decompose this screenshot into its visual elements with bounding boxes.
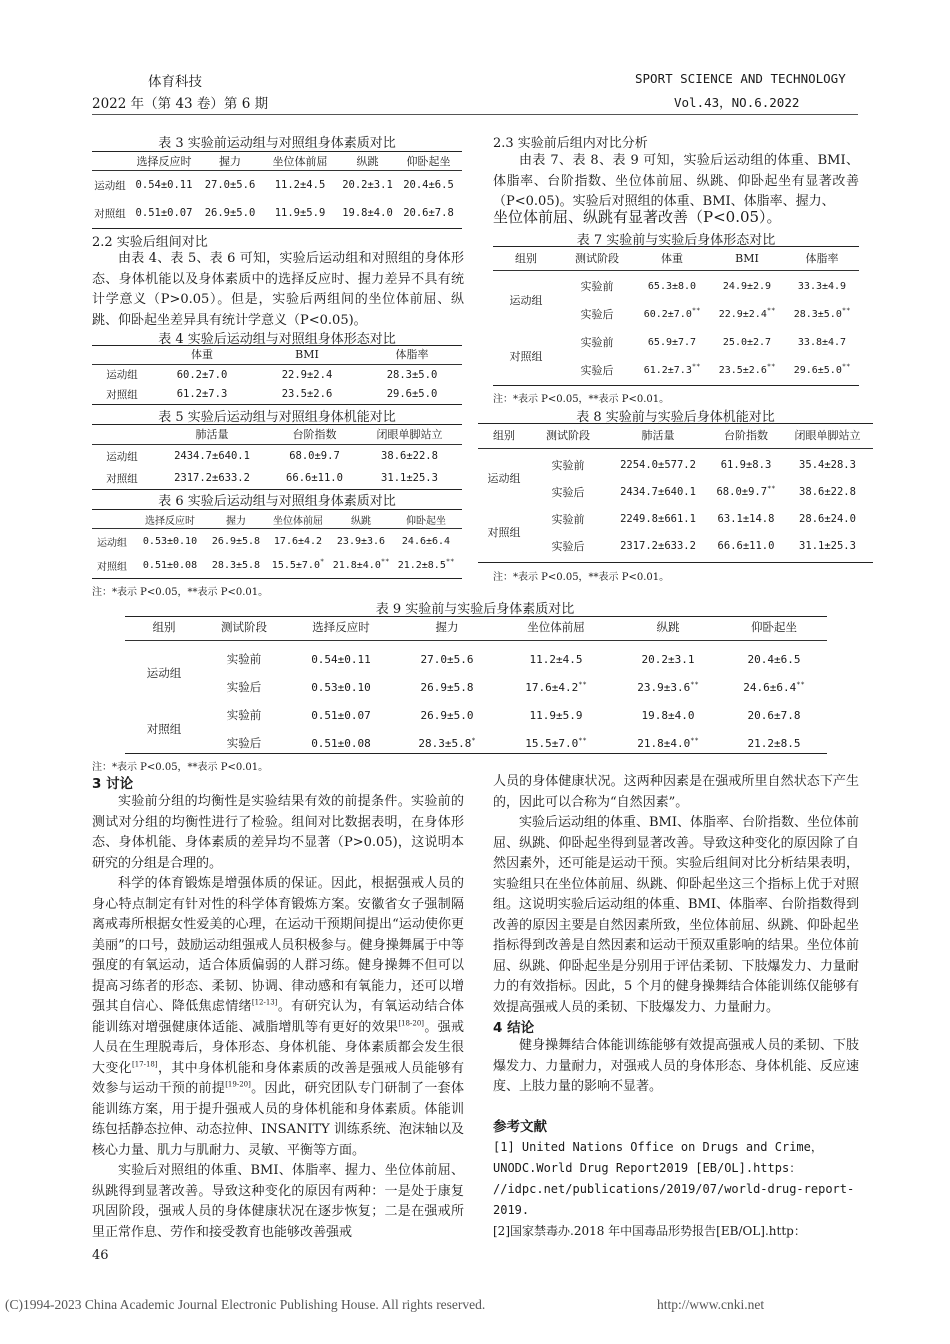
significance-mark: **	[767, 484, 776, 492]
table-cell: 19.8±4.0	[342, 207, 393, 219]
discussion-heading: 3 讨论	[92, 776, 134, 792]
paragraph: 实验前分组的均衡性是实验结果有效的前提条件。实验前的测试对分组的均衡性进行了检验。组间对比数据表明，在身体形态、身体机能、身体素质的差异均不显著（P>0.05)，这说明本研究的分组是合理的。	[92, 794, 464, 871]
table-cell	[264, 553, 332, 577]
table-row	[92, 553, 462, 577]
table5-body	[92, 445, 462, 489]
text-run: 科学的体育锻炼是增强体质的保证。因此，根据强戒人员的身心特点制定有针对性的科学体育锻炼方案。安徽省女子强制隔离戒毒所根据女性爱美的心理，在运动干预期间提出“运动使你更美丽”的口号，鼓励运动组强戒人员积极参与。健身操舞属于中等强度的有氧运动，适合体质偏弱的人群习练。健身操舞不但可以提高习练者的形态、柔韧、协调、律动感和有氧能力，还可以增强其自信心、降低焦虑情绪	[92, 876, 464, 1014]
table8-header-row	[478, 424, 873, 446]
table-cell: 17.6±4.2	[273, 535, 323, 547]
table7-col: BMI	[735, 251, 759, 265]
stage-label: 实验前	[226, 652, 262, 666]
cell-value: 15.5±7.0	[271, 559, 320, 571]
conclusion-body	[493, 1036, 859, 1098]
table-cell: 26.9±5.8	[420, 680, 474, 694]
table-cell: 11.9±5.9	[274, 207, 326, 219]
table8-caption: 表 8 实验前与实验后身体机能对比	[576, 410, 775, 425]
stage-label: 实验前	[580, 336, 614, 349]
table-cell: 0.51±0.08	[142, 559, 198, 571]
significance-mark: **	[445, 557, 455, 566]
stage-label: 实验前	[580, 280, 614, 293]
group-label: 运动组	[487, 472, 521, 485]
stage-label: 实验后	[580, 364, 614, 377]
table8-bottom-rule	[478, 562, 873, 563]
table-cell: 26.9±5.8	[211, 535, 261, 547]
table3-header-row	[92, 152, 462, 170]
table3-col: 纵跳	[356, 155, 379, 168]
table5-col: 闭眼单脚站立	[376, 428, 443, 441]
cell-value: 17.6±4.2	[525, 680, 579, 694]
table7	[493, 247, 859, 269]
table-cell: 24.9±2.9	[722, 280, 772, 292]
table5	[92, 424, 462, 444]
table8-col: 测试阶段	[546, 429, 590, 442]
table9-col: 组别	[152, 620, 176, 634]
table-cell: 2317.2±633.2	[174, 472, 250, 484]
table-cell	[615, 673, 721, 701]
significance-mark: *	[319, 557, 325, 566]
table-cell: 2317.2±633.2	[620, 539, 696, 552]
table-row	[478, 451, 873, 478]
stage-label: 实验后	[226, 736, 262, 750]
cell-value: 28.3±5.0	[793, 308, 842, 320]
table-cell: 0.54±0.11	[135, 179, 193, 191]
table6-col: 握力	[226, 515, 246, 527]
table-cell: 0.53±0.10	[142, 535, 198, 547]
table-cell	[635, 356, 709, 384]
table-cell	[497, 673, 615, 701]
group-label: 对照组	[146, 722, 182, 736]
table5-caption: 表 5 实验后运动组与对照组身体机能对比	[158, 410, 396, 425]
table9-bottom-rule	[125, 753, 827, 754]
significance-mark: **	[690, 735, 699, 744]
paragraph: 健身操舞结合体能训练能够有效提高强戒人员的柔韧、下肢爆发力、力量耐力，对强戒人员的身体形态、身体机能、反应速度、上肢力量的影响不显著。	[493, 1038, 859, 1094]
significance-mark: *	[471, 735, 476, 744]
table7-header-row	[493, 247, 859, 269]
table-cell: 68.0±9.7	[289, 450, 340, 462]
cell-value: 21.8±4.0	[637, 736, 691, 750]
section-2-2-body	[92, 249, 464, 331]
table-cell: 26.9±5.0	[204, 207, 256, 219]
table-cell: 25.0±2.7	[722, 336, 772, 348]
table-cell	[635, 300, 709, 328]
table7-note: 注：*表示 P<0.05，**表示 P<0.01。	[493, 394, 670, 405]
table6	[92, 510, 462, 528]
table-row	[493, 272, 859, 300]
group-label: 对照组	[509, 350, 543, 363]
table-cell: 31.1±25.3	[381, 472, 438, 484]
discussion-body-continued	[493, 772, 859, 1018]
table6-col: 仰卧起坐	[406, 515, 446, 527]
header-rule	[92, 114, 858, 115]
paragraph: 由表 4、表 5、表 6 可知，实验后运动组和对照组的身体形态、身体机能以及身体素质中的选择反应时、握力差异不具有统计学意义（P>0.05）。但是，实验后两组间的坐位体前屈、纵跳、仰卧起坐差异具有统计学意义（P<0.05)。	[92, 251, 464, 328]
table-cell: 35.4±28.3	[799, 458, 856, 471]
table-cell: 61.2±7.3	[176, 388, 228, 400]
table3-col: 选择反应时	[136, 155, 192, 168]
table-cell	[709, 300, 785, 328]
paragraph: 人员的身体健康状况。这两种因素是在强戒所里自然状态下产生的，因此可以合称为“自然因素”。	[493, 774, 859, 810]
cell-value: 60.2±7.0	[643, 308, 692, 320]
citation: [12-13]	[251, 998, 278, 1007]
table-cell: 27.0±5.6	[420, 652, 474, 666]
cell-value: 23.5±2.6	[718, 364, 767, 376]
text-run: ，其中身体机能和身体素质的改善是强戒人员能够有效参与运动干预的前提	[92, 1060, 464, 1096]
table4-body	[92, 365, 462, 404]
table4-bottom-rule	[92, 404, 462, 405]
significance-mark: **	[796, 679, 805, 688]
table-row	[92, 529, 462, 553]
row-label: 对照组	[94, 207, 126, 220]
significance-mark: **	[380, 557, 390, 566]
table8-col: 台阶指数	[724, 429, 768, 442]
table-row	[92, 199, 462, 227]
table-cell	[390, 553, 462, 577]
significance-mark: **	[841, 362, 851, 371]
table7-col: 体脂率	[805, 252, 839, 265]
cell-value: 22.9±2.4	[718, 308, 767, 320]
table-cell: 61.9±8.3	[720, 458, 772, 471]
table3-bottom-rule	[92, 228, 462, 229]
cell-value: 15.5±7.0	[525, 736, 579, 750]
table-cell: 24.6±6.4	[401, 535, 451, 547]
table-cell: 0.54±0.11	[311, 652, 371, 666]
cell-value: 21.2±8.5	[397, 559, 446, 571]
significance-mark: **	[691, 362, 701, 371]
table6-caption: 表 6 实验后运动组与对照组身体素质对比	[158, 494, 396, 509]
text-run: 。强戒人员在生理脱毒后，身体形态、身体机能、身体素质都会发生很大变化	[92, 1019, 464, 1076]
table8	[478, 424, 873, 446]
table3-col: 坐位体前屈	[272, 155, 328, 168]
cell-value: 61.2±7.3	[643, 364, 692, 376]
table-cell: 65.3±8.0	[647, 280, 697, 292]
table4-header-row	[92, 345, 462, 363]
group-label: 运动组	[146, 666, 182, 680]
table7-header-rule	[493, 270, 859, 271]
paragraph: 由表 7、表 8、表 9 可知，实验后运动组的体重、BMI、体脂率、台阶指数、坐位体前屈、纵跳、仰卧起坐有显著改善（P<0.05)。实验后对照组的体重、BMI、体脂率、握力、	[493, 153, 859, 209]
table8-col: 组别	[493, 429, 515, 442]
stage-label: 实验前	[551, 458, 585, 472]
table4-col: 体重	[191, 348, 213, 361]
table9-caption: 表 9 实验前与实验后身体素质对比	[375, 602, 575, 617]
table-cell: 0.51±0.07	[311, 708, 371, 722]
table5-col: 肺活量	[195, 428, 229, 441]
table-row	[493, 328, 859, 356]
table4-caption: 表 4 实验后运动组与对照组身体形态对比	[158, 332, 396, 347]
section-2-3-line: 坐位体前屈、纵跳有显著改善（P<0.05）。	[493, 208, 782, 226]
table-cell	[332, 553, 390, 577]
row-label: 运动组	[106, 450, 138, 463]
table-cell: 2249.8±661.1	[620, 512, 696, 525]
references-heading: 参考文献	[493, 1119, 547, 1135]
reference-line: //idpc.net/publications/2019/07/world-drug-report-	[493, 1182, 855, 1196]
table-row	[92, 467, 462, 489]
table-cell: 11.2±4.5	[529, 652, 583, 666]
table9-col: 坐位体前屈	[527, 620, 585, 634]
table-row	[92, 171, 462, 199]
table3-col: 握力	[219, 155, 241, 168]
table-cell: 33.8±4.7	[797, 336, 847, 348]
row-label: 对照组	[97, 561, 127, 573]
copyright-footer: (C)1994-2023 China Academic Journal Electronic Publishing House. All rights reserved.	[5, 1297, 486, 1312]
stage-label: 实验前	[226, 708, 262, 722]
citation: [19-20]	[225, 1080, 251, 1089]
table-cell: 65.9±7.7	[647, 336, 697, 348]
journal-title-en: SPORT SCIENCE AND TECHNOLOGY	[635, 71, 846, 86]
issue-info-en: Vol.43，NO.6.2022	[674, 95, 800, 110]
cell-value: 24.6±6.4	[743, 680, 797, 694]
table-row	[478, 532, 873, 559]
table-cell: 20.6±7.8	[747, 708, 801, 722]
table6-body	[92, 529, 462, 577]
table-cell: 20.4±6.5	[403, 179, 454, 191]
reference-line: [1] United Nations Office on Drugs and Crime，	[493, 1140, 823, 1154]
table-cell: 22.9±2.4	[281, 368, 333, 381]
table9-col: 选择反应时	[312, 620, 370, 634]
cell-value: 23.9±3.6	[637, 680, 691, 694]
reference-line: 2019.	[493, 1203, 530, 1217]
table6-note: 注：*表示 P<0.05，**表示 P<0.01。	[92, 587, 269, 598]
table-cell: 0.51±0.08	[311, 736, 371, 750]
group-label: 对照组	[487, 526, 521, 539]
table7-col: 体重	[661, 252, 683, 265]
conclusion-heading: 4 结论	[493, 1020, 535, 1036]
stage-label: 实验后	[551, 539, 585, 553]
page-number: 46	[92, 1248, 109, 1263]
table-cell: 20.2±3.1	[641, 652, 695, 666]
text-run: 。因此，研究团队专门研制了一套体能训练方案，用于提升强戒人员的身体机能和身体素质。体能训练包括静态拉伸、动态拉伸、INSANITY 训练系统、泡沫轴以及核心力量、肌力与肌耐力、灵敏、平衡等方面。	[92, 1081, 464, 1158]
row-label: 对照组	[106, 472, 138, 485]
table7-col: 测试阶段	[575, 252, 619, 265]
table-cell: 20.4±6.5	[747, 652, 801, 666]
table6-header-row	[92, 510, 462, 528]
table-row	[125, 673, 827, 701]
significance-mark: **	[578, 735, 587, 744]
table-cell: 28.6±24.0	[799, 512, 856, 525]
table9-col: 纵跳	[656, 620, 680, 634]
reference-line: UNODC.World Drug Report2019 [EB/OL].https：	[493, 1161, 802, 1175]
significance-mark: **	[578, 679, 587, 688]
table-cell: 23.5±2.6	[281, 388, 333, 400]
table-row	[92, 445, 462, 467]
table-row	[478, 478, 873, 505]
table3-caption: 表 3 实验前运动组与对照组身体素质对比	[158, 136, 396, 151]
table-cell: 38.6±22.8	[381, 450, 438, 462]
stage-label: 实验后	[551, 485, 585, 499]
table6-col: 选择反应时	[145, 515, 195, 527]
table-cell: 63.1±14.8	[717, 512, 775, 525]
table8-note: 注：*表示 P<0.05，**表示 P<0.01。	[493, 572, 670, 583]
row-label: 运动组	[94, 179, 126, 192]
table9-header-row	[125, 617, 827, 637]
table7-caption: 表 7 实验前与实验后身体形态对比	[576, 233, 776, 248]
stage-label: 实验前	[551, 512, 585, 526]
table-cell: 26.9±5.0	[420, 708, 474, 722]
table8-body	[478, 451, 873, 559]
table-cell: 38.6±22.8	[799, 485, 856, 498]
significance-mark: **	[766, 362, 776, 371]
cell-value: 68.0±9.7	[716, 485, 768, 498]
row-label: 运动组	[106, 369, 138, 381]
table7-body	[493, 272, 859, 384]
significance-mark: **	[766, 306, 776, 315]
table-cell	[710, 478, 782, 505]
cnki-link[interactable]: http://www.cnki.net	[657, 1297, 765, 1312]
cell-value: 28.3±5.8	[418, 736, 472, 750]
significance-mark: **	[691, 306, 701, 315]
table3-body	[92, 171, 462, 227]
table-cell	[721, 673, 827, 701]
table-cell: 0.53±0.10	[311, 680, 371, 694]
table-cell	[785, 300, 859, 328]
table8-col: 闭眼单脚站立	[794, 429, 861, 442]
table-row	[92, 365, 462, 384]
table6-col: 坐位体前屈	[273, 515, 323, 527]
table-cell: 66.6±11.0	[286, 472, 343, 484]
table-cell: 2434.7±640.1	[174, 450, 250, 462]
issue-info-cn: 2022 年（第 43 卷）第 6 期	[92, 96, 269, 112]
table-cell: 20.6±7.8	[403, 207, 454, 219]
citation: [17-18]	[131, 1060, 158, 1069]
stage-label: 实验后	[580, 308, 614, 321]
stage-label: 实验后	[226, 680, 262, 694]
table-cell: 23.9±3.6	[336, 535, 386, 547]
discussion-body	[92, 792, 464, 1243]
table8-header-rule	[478, 448, 873, 449]
table-row	[125, 701, 827, 729]
table-cell: 2254.0±577.2	[620, 458, 696, 471]
text-run: 。有研究认为，有氧运动结合体能训练对增强健康体适能、减脂增肌等有更好的效果	[92, 999, 464, 1035]
table-cell: 2434.7±640.1	[620, 485, 696, 498]
table7-bottom-rule	[493, 385, 859, 386]
group-label: 运动组	[509, 294, 543, 307]
row-label: 运动组	[97, 537, 127, 549]
significance-mark: **	[690, 679, 699, 688]
table6-col: 纵跳	[351, 515, 371, 527]
section-2-2-heading: 2.2 实验后组间对比	[92, 235, 208, 250]
table-row	[478, 505, 873, 532]
table-cell: 11.2±4.5	[274, 179, 326, 191]
paragraph	[92, 874, 464, 1161]
table-cell: 60.2±7.0	[176, 368, 228, 381]
table-cell: 11.9±5.9	[529, 708, 583, 722]
table-cell: 29.6±5.0	[386, 388, 438, 400]
table5-header-row	[92, 424, 462, 444]
table-cell: 27.0±5.6	[204, 179, 256, 191]
table9-body	[125, 645, 827, 757]
table-cell: 0.51±0.07	[135, 207, 193, 219]
table9-col: 测试阶段	[221, 620, 267, 634]
table8-col: 肺活量	[641, 429, 675, 442]
references-list	[493, 1137, 863, 1242]
cell-value: 21.8±4.0	[332, 559, 381, 571]
table9	[125, 617, 827, 637]
table-cell: 21.2±8.5	[747, 736, 801, 750]
reference-line: [2]国家禁毒办.2018 年中国毒品形势报告[EB/OL].http：	[493, 1224, 806, 1238]
section-2-3-heading: 2.3 实验前后组内对比分析	[493, 136, 648, 151]
table-cell	[785, 356, 859, 384]
table6-bottom-rule	[92, 578, 462, 579]
table-cell: 33.3±4.9	[797, 280, 847, 292]
table4-col: BMI	[295, 347, 319, 361]
table9-col: 握力	[435, 620, 459, 634]
journal-title-cn: 体育科技	[148, 74, 202, 90]
table9-note: 注：*表示 P<0.05，**表示 P<0.01。	[92, 762, 269, 773]
table7-col: 组别	[515, 252, 537, 265]
table-cell: 28.3±5.8	[211, 559, 261, 571]
table-cell: 31.1±25.3	[799, 539, 856, 552]
table-row	[125, 645, 827, 673]
table-cell: 28.3±5.0	[386, 368, 438, 381]
table9-col: 仰卧起坐	[751, 620, 797, 634]
table-cell: 66.6±11.0	[717, 539, 775, 552]
paragraph: 实验后运动组的体重、BMI、体脂率、台阶指数、坐位体前屈、纵跳、仰卧起坐得到显著改善。导致这种变化的原因除了自然因素外，还可能是运动干预。实验后组间对比分析结果表明，实验组只在坐位体前屈、纵跳、仰卧起坐这三个指标上优于对照组。这说明实验后运动组的体重、BMI、体脂率、台阶指数得到改善的原因主要是自然因素所致，坐位体前屈、纵跳、仰卧起坐指标得到改善是自然因素和运动干预双重影响的结果。坐位体前屈、纵跳、仰卧起坐是分别用于评估柔韧、下肢爆发力、力量耐力的有效指标。因此，5 个月的健身操舞结合体能训练仅能够有效提高强戒人员的柔韧、下肢爆发力、力量耐力。	[493, 815, 859, 1015]
citation: [18-20]	[398, 1019, 425, 1028]
table4	[92, 345, 462, 363]
table3-col: 仰卧起坐	[406, 155, 451, 168]
paragraph: 实验后对照组的体重、BMI、体脂率、握力、坐位体前屈、纵跳得到显著改善。导致这种变化的原因有两种：一是处于康复巩固阶段，强戒人员的身体健康状况在逐步恢复；二是在强戒所里正常作息、劳作和接受教育也能够改善强戒	[92, 1163, 464, 1240]
table5-col: 台阶指数	[292, 428, 337, 441]
table4-col: 体脂率	[395, 348, 429, 361]
row-label: 对照组	[106, 388, 138, 401]
table3	[92, 152, 462, 170]
table-row	[92, 384, 462, 404]
cell-value: 29.6±5.0	[793, 364, 842, 376]
table-cell	[709, 356, 785, 384]
table-cell: 20.2±3.1	[342, 179, 393, 191]
significance-mark: **	[841, 306, 851, 315]
table9-header-rule	[125, 640, 827, 641]
section-2-3-body	[493, 151, 859, 213]
table-cell: 19.8±4.0	[641, 708, 695, 722]
